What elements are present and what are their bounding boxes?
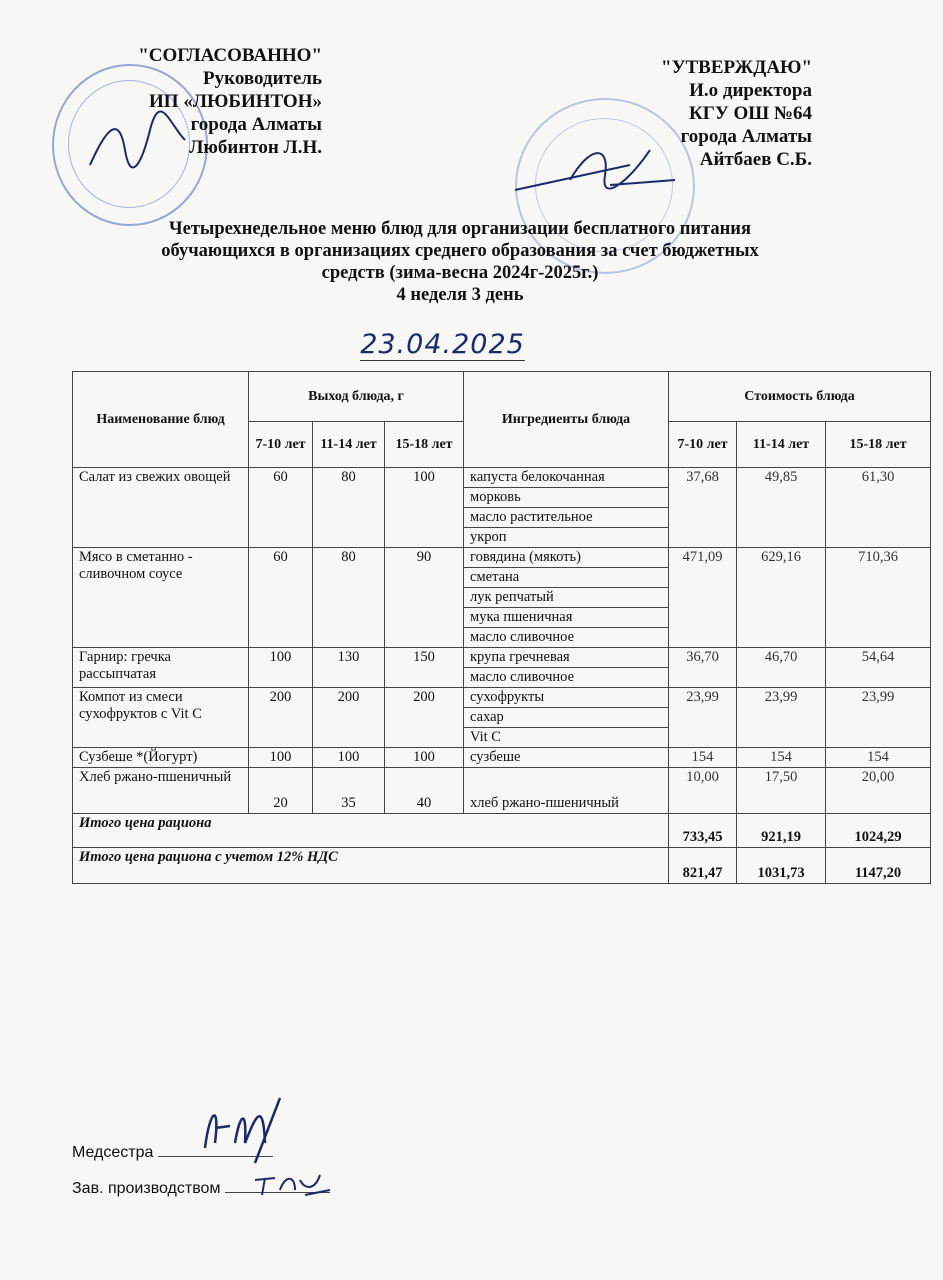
- yield-value: 40: [385, 768, 464, 814]
- cost-value: 154: [669, 748, 737, 768]
- cost-value: 23,99: [737, 688, 826, 748]
- dish-name: Мясо в сметанно - сливочном соусе: [73, 548, 249, 648]
- approval-line-1: Руководитель: [203, 68, 322, 89]
- yield-value: 100: [249, 748, 313, 768]
- header-yield: Выход блюда, г: [249, 372, 464, 422]
- yield-value: 100: [385, 748, 464, 768]
- dish-name: Салат из свежих овощей: [73, 468, 249, 548]
- cost-value: 46,70: [737, 648, 826, 688]
- yield-value: 80: [313, 468, 385, 548]
- title-line-2: обучающихся в организациях среднего образования за счет бюджетных: [161, 241, 759, 261]
- approval-heading: "СОГЛАСОВАННО": [138, 45, 322, 66]
- menu-title: [60, 218, 860, 306]
- approval-line-2: ИП «ЛЮБИНТОН»: [149, 91, 322, 112]
- header-ingredients: Ингредиенты блюда: [464, 372, 669, 468]
- yield-value: 60: [249, 548, 313, 648]
- table-row: [73, 648, 931, 668]
- signature-production: [250, 1160, 340, 1200]
- ingredient: сузбеше: [464, 748, 669, 768]
- production-label: Зав. производством: [72, 1180, 221, 1197]
- ingredient: сахар: [464, 708, 669, 728]
- total-vat-value: 821,47: [669, 848, 737, 884]
- menu-table: [72, 371, 931, 884]
- table-row: [73, 748, 931, 768]
- ingredient: Vit C: [464, 728, 669, 748]
- confirm-line-1: И.о директора: [689, 80, 812, 101]
- confirm-line-2: КГУ ОШ №64: [688, 103, 812, 124]
- ingredient: масло сливочное: [464, 628, 669, 648]
- ingredient: капуста белокочанная: [464, 468, 669, 488]
- cost-value: 37,68: [669, 468, 737, 548]
- header-dish: Наименование блюд: [73, 372, 249, 468]
- signature-nurse: [185, 1088, 335, 1168]
- header-yield-age: 7-10 лет: [249, 422, 313, 468]
- ingredient: сухофрукты: [464, 688, 669, 708]
- yield-value: 100: [313, 748, 385, 768]
- ingredient: укроп: [464, 528, 669, 548]
- confirm-heading: "УТВЕРЖДАЮ": [661, 57, 812, 78]
- total-row: [73, 814, 931, 848]
- header-yield-age: 11-14 лет: [313, 422, 385, 468]
- table-row: [73, 468, 931, 488]
- dish-name: Хлеб ржано-пшеничный: [73, 768, 249, 814]
- yield-value: 80: [313, 548, 385, 648]
- ingredient: хлеб ржано-пшеничный: [464, 768, 669, 814]
- table-row: [73, 768, 931, 814]
- cost-value: 154: [826, 748, 931, 768]
- yield-value: 200: [385, 688, 464, 748]
- cost-value: 20,00: [826, 768, 931, 814]
- table-row: [73, 548, 931, 568]
- yield-value: 200: [249, 688, 313, 748]
- total-vat-value: 1147,20: [826, 848, 931, 884]
- total-value: 1024,29: [826, 814, 931, 848]
- header-cost-age: 7-10 лет: [669, 422, 737, 468]
- header-cost: Стоимость блюда: [669, 372, 931, 422]
- cost-value: 49,85: [737, 468, 826, 548]
- yield-value: 60: [249, 468, 313, 548]
- total-vat-label: Итого цена рациона с учетом 12% НДС: [73, 848, 669, 884]
- ingredient: масло сливочное: [464, 668, 669, 688]
- header-cost-age: 11-14 лет: [737, 422, 826, 468]
- nurse-label: Медсестра: [72, 1144, 154, 1161]
- ingredient: крупа гречневая: [464, 648, 669, 668]
- total-vat-value: 1031,73: [737, 848, 826, 884]
- ingredient: сметана: [464, 568, 669, 588]
- cost-value: 36,70: [669, 648, 737, 688]
- cost-value: 471,09: [669, 548, 737, 648]
- total-value: 733,45: [669, 814, 737, 848]
- ingredient: мука пшеничная: [464, 608, 669, 628]
- approval-line-4: Любинтон Л.Н.: [189, 137, 322, 158]
- dish-name: Гарнир: гречка рассыпчатая: [73, 648, 249, 688]
- approval-line-3: города Алматы: [190, 114, 322, 135]
- title-line-1: Четырехнедельное меню блюд для организации бесплатного питания: [169, 219, 751, 239]
- yield-value: 200: [313, 688, 385, 748]
- yield-value: 100: [385, 468, 464, 548]
- cost-value: 154: [737, 748, 826, 768]
- total-value: 921,19: [737, 814, 826, 848]
- header-cost-age: 15-18 лет: [826, 422, 931, 468]
- ingredient: говядина (мякоть): [464, 548, 669, 568]
- yield-value: 130: [313, 648, 385, 688]
- yield-value: 20: [249, 768, 313, 814]
- menu-date: 23.04.2025: [360, 329, 525, 360]
- cost-value: 61,30: [826, 468, 931, 548]
- confirm-line-3: города Алматы: [680, 126, 812, 147]
- cost-value: 17,50: [737, 768, 826, 814]
- title-line-3: средств (зима-весна 2024г-2025г.): [321, 263, 599, 283]
- total-vat-row: [73, 848, 931, 884]
- cost-value: 23,99: [669, 688, 737, 748]
- yield-value: 35: [313, 768, 385, 814]
- cost-value: 629,16: [737, 548, 826, 648]
- signature-right: [510, 140, 680, 200]
- ingredient: лук репчатый: [464, 588, 669, 608]
- total-label: Итого цена рациона: [73, 814, 669, 848]
- header-yield-age: 15-18 лет: [385, 422, 464, 468]
- cost-value: 710,36: [826, 548, 931, 648]
- dish-name: Сузбеше *(Йогурт): [73, 748, 249, 768]
- cost-value: 10,00: [669, 768, 737, 814]
- ingredient: масло растительное: [464, 508, 669, 528]
- cost-value: 23,99: [826, 688, 931, 748]
- yield-value: 100: [249, 648, 313, 688]
- ingredient: морковь: [464, 488, 669, 508]
- table-row: [73, 688, 931, 708]
- signature-left: [80, 110, 190, 180]
- yield-value: 150: [385, 648, 464, 688]
- dish-name: Компот из смеси сухофруктов с Vit C: [73, 688, 249, 748]
- title-line-4: 4 неделя 3 день: [396, 285, 524, 305]
- confirm-line-4: Айтбаев С.Б.: [699, 149, 812, 170]
- yield-value: 90: [385, 548, 464, 648]
- cost-value: 54,64: [826, 648, 931, 688]
